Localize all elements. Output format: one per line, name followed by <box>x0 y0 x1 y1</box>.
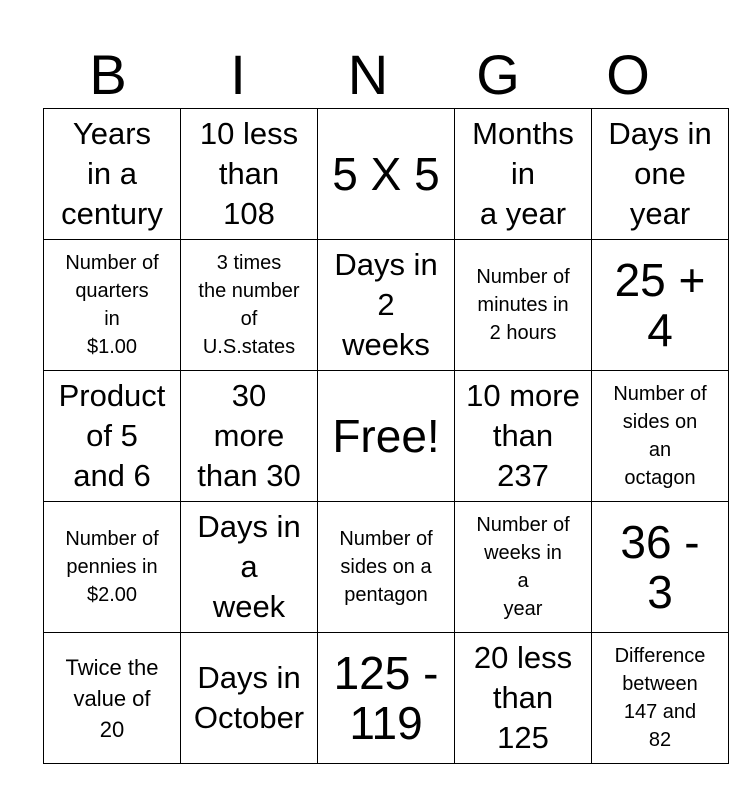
header-letter-g: G <box>476 43 520 106</box>
cell-text: Twice the value of 20 <box>65 654 159 742</box>
board-cell[interactable] <box>592 371 729 502</box>
board-cell[interactable] <box>44 240 181 371</box>
header-letter-o: O <box>606 43 650 106</box>
board-cell[interactable] <box>181 371 318 502</box>
board-row-1 <box>44 109 729 240</box>
board-cell[interactable] <box>181 240 318 371</box>
cell-text: Number of quarters in $1.00 <box>65 252 159 358</box>
board-cell[interactable] <box>455 502 592 633</box>
cell-text: Days in one year <box>608 116 712 231</box>
board-cell[interactable] <box>181 633 318 764</box>
board-cell[interactable] <box>44 109 181 240</box>
board-row-2 <box>44 240 729 371</box>
board-cell[interactable] <box>181 109 318 240</box>
board-cell[interactable] <box>455 109 592 240</box>
cell-text: 125 - 119 <box>333 647 439 749</box>
board-row-5 <box>44 633 729 764</box>
board-row-3 <box>44 371 729 502</box>
board-cell[interactable] <box>318 371 455 502</box>
board-cell[interactable] <box>318 633 455 764</box>
board-cell[interactable] <box>318 240 455 371</box>
bingo-header <box>43 40 693 110</box>
free-space: Free! <box>332 410 440 462</box>
cell-text: 36 - 3 <box>620 516 700 618</box>
cell-text: Product of 5 and 6 <box>58 378 166 493</box>
cell-text: Difference between 147 and 82 <box>614 645 706 751</box>
cell-text: Number of pennies in $2.00 <box>65 528 159 606</box>
cell-text: Months in a year <box>472 116 574 231</box>
header-letter-b: B <box>89 43 127 106</box>
board-cell[interactable] <box>318 109 455 240</box>
bingo-board <box>43 108 729 764</box>
cell-text: Days in October <box>193 660 305 735</box>
cell-text: 3 times the number of U.S.states <box>198 252 300 358</box>
board-cell[interactable] <box>44 371 181 502</box>
cell-text: 30 more than 30 <box>197 378 301 493</box>
board-cell[interactable] <box>44 502 181 633</box>
cell-text: Days in 2 weeks <box>334 247 438 362</box>
board-cell[interactable] <box>592 502 729 633</box>
board-cell[interactable] <box>592 109 729 240</box>
board-cell[interactable] <box>592 633 729 764</box>
board-row-4 <box>44 502 729 633</box>
board-cell[interactable] <box>455 240 592 371</box>
board-cell[interactable] <box>44 633 181 764</box>
cell-text: Number of weeks in a year <box>476 514 570 620</box>
board-cell[interactable] <box>318 502 455 633</box>
board-cell[interactable] <box>181 502 318 633</box>
header-letter-i: I <box>230 43 246 106</box>
cell-text: 10 more than 237 <box>466 378 580 493</box>
cell-text: Years in a century <box>61 116 163 231</box>
cell-text: 25 + 4 <box>614 254 706 356</box>
board-cell[interactable] <box>592 240 729 371</box>
board-cell[interactable] <box>455 633 592 764</box>
cell-text: Number of sides on a pentagon <box>339 528 433 606</box>
cell-text: 5 X 5 <box>332 148 440 200</box>
header-letter-n: N <box>347 43 389 106</box>
cell-text: Number of minutes in 2 hours <box>476 266 570 344</box>
cell-text: 10 less than 108 <box>199 116 299 231</box>
board-cell[interactable] <box>455 371 592 502</box>
cell-text: Days in a week <box>197 509 301 624</box>
cell-text: 20 less than 125 <box>473 640 573 755</box>
cell-text: Number of sides on an octagon <box>613 383 707 489</box>
